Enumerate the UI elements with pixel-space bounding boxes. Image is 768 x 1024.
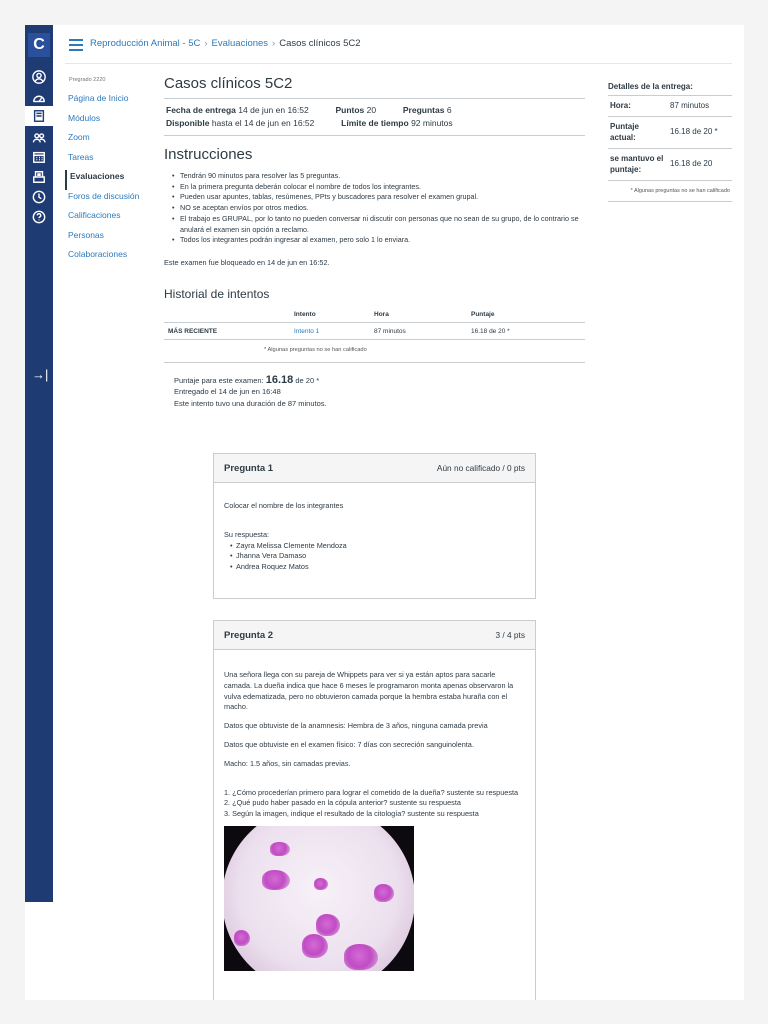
course-nav-discussions[interactable]: Foros de discusión — [68, 190, 140, 201]
breadcrumb-course[interactable]: Reproducción Animal - 5C — [90, 38, 201, 49]
attempt-link[interactable]: Intento 1 — [294, 327, 320, 335]
question-name: Pregunta 1 — [224, 462, 274, 474]
header-divider — [65, 63, 732, 64]
course-nav-home[interactable]: Página de Inicio — [68, 93, 129, 103]
instructions-list — [164, 171, 585, 246]
questions-value: 6 — [446, 105, 452, 115]
answer-item: • Zayra Melissa Clemente Mendoza — [230, 541, 525, 552]
question-header — [214, 454, 535, 483]
submission-details — [608, 82, 732, 202]
instruction-item: • Tendrán 90 minutos para resolver las 5 preguntas. — [174, 171, 585, 182]
cell-shape — [344, 944, 378, 970]
instruction-item: • El trabajo es GRUPAL, por lo tanto no pueden conversar ni discutir con personas que no sean de su grupo, de lo contrario se anulará el examen sin opción a reclamo. — [174, 214, 585, 235]
history-header-attempt: Intento — [294, 311, 374, 323]
table-row — [608, 116, 732, 148]
global-nav — [25, 25, 53, 902]
canvas-logo[interactable]: C — [28, 33, 50, 57]
answer-item: • Andrea Roquez Matos — [230, 562, 525, 573]
question-card-1 — [213, 453, 536, 599]
question-paragraph: Una señora llega con su pareja de Whippets para ver si ya están aptos para sacarle camada. La dueña indica que hace 6 meses le programaron monta apenas observaron la vulva edematizada, pero no obtuvieron camada porque la hembra estaba huraña con el macho. — [224, 670, 514, 712]
table-row — [608, 148, 732, 180]
courses-icon[interactable] — [31, 108, 47, 124]
history-row-score: 16.18 de 20 * — [471, 322, 585, 339]
locked-notice: Este examen fue bloqueado en 14 de jun en 16:52. — [164, 257, 330, 267]
quiz-meta — [164, 98, 585, 136]
submitted-text: Entregado el 14 de jun en 16:48 — [174, 387, 281, 397]
cell-shape — [314, 878, 328, 890]
available-value: hasta el 14 de jun en 16:52 — [211, 118, 315, 128]
history-row-time: 87 minutos — [374, 322, 471, 339]
breadcrumb-current: Casos clínicos 5C2 — [279, 38, 361, 49]
duration-text: Este intento tuvo una duración de 87 minutos. — [174, 398, 327, 408]
help-icon[interactable] — [31, 209, 47, 225]
instruction-item: • Todos los integrantes podrán ingresar al examen, pero solo 1 lo enviara. — [174, 235, 585, 246]
score-value: 16.18 — [265, 373, 294, 386]
course-nav-people[interactable]: Personas — [68, 229, 104, 240]
history-header-blank — [164, 311, 294, 323]
detail-value: 16.18 de 20 * — [668, 116, 732, 148]
answer-label: Su respuesta: — [224, 529, 270, 539]
time-limit-value: 92 minutos — [411, 118, 453, 128]
submission-note: * Algunas preguntas no se han calificado — [608, 181, 732, 202]
available-label: Disponible — [166, 118, 210, 128]
detail-value: 16.18 de 20 — [668, 148, 732, 180]
canvas-page — [25, 25, 744, 1000]
due-label: Fecha de entrega — [166, 105, 236, 115]
history-icon[interactable] — [31, 189, 47, 205]
course-nav-collaborations[interactable]: Colaboraciones — [68, 249, 128, 259]
detail-label: Puntaje actual: — [608, 116, 668, 148]
detail-label: se mantuvo el puntaje: — [608, 148, 668, 180]
breadcrumb — [90, 38, 361, 49]
cell-shape — [234, 930, 250, 946]
cell-shape — [270, 842, 290, 856]
history-header-time: Hora — [374, 311, 471, 323]
question-name: Pregunta 2 — [224, 629, 274, 641]
question-body — [214, 650, 535, 981]
question-card-2 — [213, 620, 536, 1000]
course-nav-grades[interactable]: Calificaciones — [68, 210, 121, 220]
cell-shape — [374, 884, 394, 902]
question-item: 2. ¿Qué pudo haber pasado en la cópula anterior? sustente su respuesta — [224, 798, 461, 808]
table-row — [608, 96, 732, 116]
account-icon[interactable] — [31, 69, 47, 85]
cell-shape — [302, 934, 328, 958]
question-points: Aún no calificado / 0 pts — [436, 463, 525, 473]
score-summary — [174, 375, 585, 410]
history-title: Historial de intentos — [164, 286, 270, 301]
course-nav-assignments[interactable]: Tareas — [68, 151, 94, 162]
answer-list — [224, 541, 525, 573]
instruction-item: • NO se aceptan envíos por otros medios. — [174, 203, 585, 214]
history-table — [164, 311, 585, 340]
instruction-item: • En la primera pregunta deberán colocar el nombre de todos los integrantes. — [174, 182, 585, 193]
groups-icon[interactable] — [31, 130, 47, 146]
question-points: 3 / 4 pts — [495, 630, 525, 640]
cell-shape — [316, 914, 340, 936]
course-nav-modules[interactable]: Módulos — [68, 112, 101, 123]
inbox-icon[interactable] — [31, 169, 47, 185]
answer-item: • Jhanna Vera Damaso — [230, 551, 525, 562]
quiz-main — [164, 75, 585, 409]
course-nav — [65, 77, 155, 268]
calendar-icon[interactable] — [31, 149, 47, 165]
history-header-row — [164, 311, 585, 323]
history-row-label: MÁS RECIENTE — [164, 322, 294, 339]
table-row — [164, 322, 585, 339]
question-paragraph: Datos que obtuviste de la anamnesis: Hembra de 3 años, ninguna camada previa — [224, 721, 488, 731]
term-label: Pregrado 2220 — [69, 77, 106, 83]
course-nav-quizzes[interactable]: Evaluaciones — [65, 170, 155, 190]
chevron-right-icon: › — [272, 38, 276, 49]
time-limit-label: Límite de tiempo — [341, 118, 409, 128]
course-nav-zoom[interactable]: Zoom — [68, 132, 90, 142]
due-value: 14 de jun en 16:52 — [238, 105, 309, 115]
score-suffix: de 20 * — [295, 375, 320, 385]
submission-details-title: Detalles de la entrega: — [608, 82, 732, 96]
collapse-icon[interactable]: →| — [32, 367, 49, 382]
points-label: Puntos — [335, 105, 365, 115]
question-item: 1. ¿Cómo procederían primero para lograr el cometido de la dueña? sustente su respuesta — [224, 787, 519, 797]
history-note: * Algunas preguntas no se han calificado — [164, 347, 585, 363]
detail-label: Hora: — [608, 96, 668, 116]
breadcrumb-section[interactable]: Evaluaciones — [211, 38, 269, 49]
dashboard-icon[interactable] — [31, 90, 47, 106]
history-header-score: Puntaje — [471, 311, 585, 323]
questions-label: Preguntas — [402, 105, 445, 115]
hamburger-icon[interactable] — [69, 39, 83, 50]
instruction-item: • Pueden usar apuntes, tablas, resúmenes, PPts y buscadores para resolver el examen grupal. — [174, 192, 585, 203]
cytology-image — [224, 826, 414, 971]
submission-details-table — [608, 96, 732, 181]
question-item: 3. Según la imagen, indique el resultado de la citología? sustente su respuesta — [224, 809, 479, 819]
question-paragraph: Macho: 1.5 años, sin camadas previas. — [224, 758, 351, 768]
instructions-title: Instrucciones — [164, 146, 253, 163]
question-header — [214, 621, 535, 650]
chevron-right-icon: › — [204, 38, 208, 49]
score-prefix: Puntaje para este examen: — [174, 375, 264, 385]
points-value: 20 — [366, 105, 377, 115]
question-prompt: Colocar el nombre de los integrantes — [224, 501, 344, 510]
question-paragraph: Datos que obtuviste en el examen físico: 7 días con secreción sanguinolenta. — [224, 739, 474, 749]
detail-value: 87 minutos — [668, 96, 732, 116]
page-title: Casos clínicos 5C2 — [164, 75, 293, 92]
question-body — [214, 483, 535, 583]
cell-shape — [262, 870, 290, 890]
